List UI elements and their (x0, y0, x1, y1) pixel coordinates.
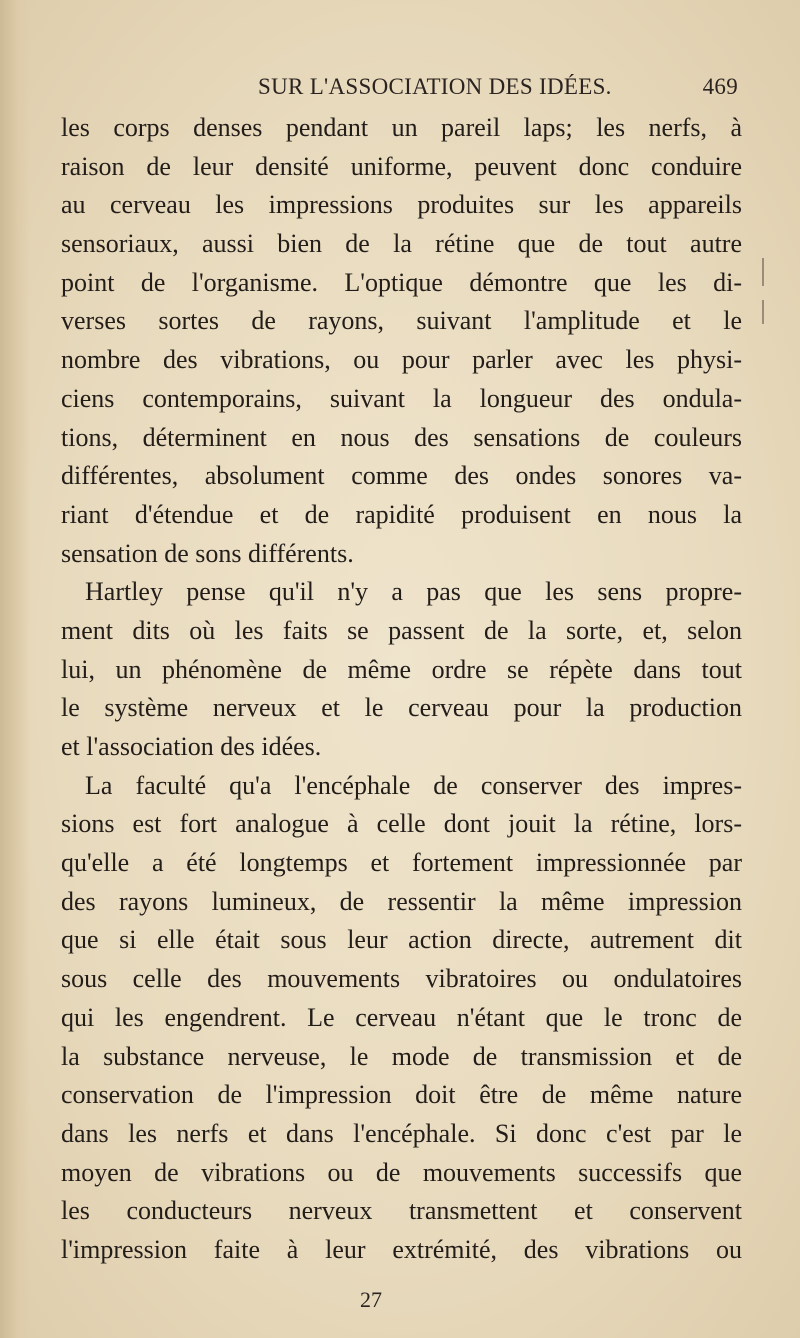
text-line: les corps denses pendant un pareil laps; les nerfs, à (61, 113, 742, 142)
text-line: des rayons lumineux, de ressentir la même impression (61, 886, 742, 916)
text-line: ment dits où les faits se passent de la sorte, et, selon (61, 615, 742, 645)
text-line: point de l'organisme. L'optique démontre que les di- (61, 267, 742, 297)
body-text (61, 109, 742, 1270)
text-line: raison de leur densité uniforme, peuvent donc conduire (61, 151, 742, 181)
text-line: sensoriaux, aussi bien de la rétine que de tout autre (61, 229, 742, 259)
text-line: qu'elle a été longtemps et fortement impressionnée par (61, 848, 742, 878)
text-line: moyen de vibrations ou de mouvements successifs que (61, 1157, 742, 1187)
text-line: différentes, absolument comme des ondes sonores va- (61, 461, 742, 491)
text-line: le système nerveux et le cerveau pour la production (61, 693, 742, 723)
text-line: dans les nerfs et dans l'encéphale. Si donc c'est par le (61, 1118, 742, 1148)
text-line: La faculté qu'a l'encéphale de conserver des impres- (85, 770, 742, 800)
text-line: la substance nerveuse, le mode de transmission et de (61, 1041, 742, 1071)
margin-mark (762, 258, 764, 286)
text-line: qui les engendrent. Le cerveau n'étant que le tronc de (61, 1002, 742, 1032)
text-line: lui, un phénomène de même ordre se répète dans tout (61, 654, 742, 684)
margin-mark (762, 300, 764, 324)
text-line: verses sortes de rayons, suivant l'amplitude et le (61, 306, 742, 336)
text-line: conservation de l'impression doit être de même nature (61, 1080, 742, 1110)
text-line: au cerveau les impressions produites sur les appareils (61, 190, 742, 220)
text-line: et l'association des idées. (61, 732, 322, 761)
page-gutter-shadow (0, 0, 30, 1338)
text-line: que si elle était sous leur action directe, autrement dit (61, 925, 742, 955)
text-line: sions est fort analogue à celle dont jouit la rétine, lors- (61, 809, 742, 839)
text-line: nombre des vibrations, ou pour parler avec les physi- (61, 345, 742, 375)
running-head (258, 74, 738, 108)
text-line: sensation de sons différents. (61, 538, 354, 568)
text-line: sous celle des mouvements vibratoires ou ondulatoires (61, 964, 742, 994)
text-line: ciens contemporains, suivant la longueur des ondula- (61, 383, 742, 413)
text-line: l'impression faite à leur extrémité, des vibrations ou (61, 1234, 742, 1264)
text-line: les conducteurs nerveux transmettent et conservent (61, 1196, 742, 1226)
text-line: Hartley pense qu'il n'y a pas que les sens propre- (85, 577, 742, 607)
text-line: tions, déterminent en nous des sensations de couleurs (61, 422, 742, 452)
page-number: 469 (702, 74, 738, 99)
signature-mark: 27 (360, 1287, 382, 1312)
running-title: SUR L'ASSOCIATION DES IDÉES. (258, 74, 612, 99)
text-line: riant d'étendue et de rapidité produisent en nous la (61, 499, 742, 529)
